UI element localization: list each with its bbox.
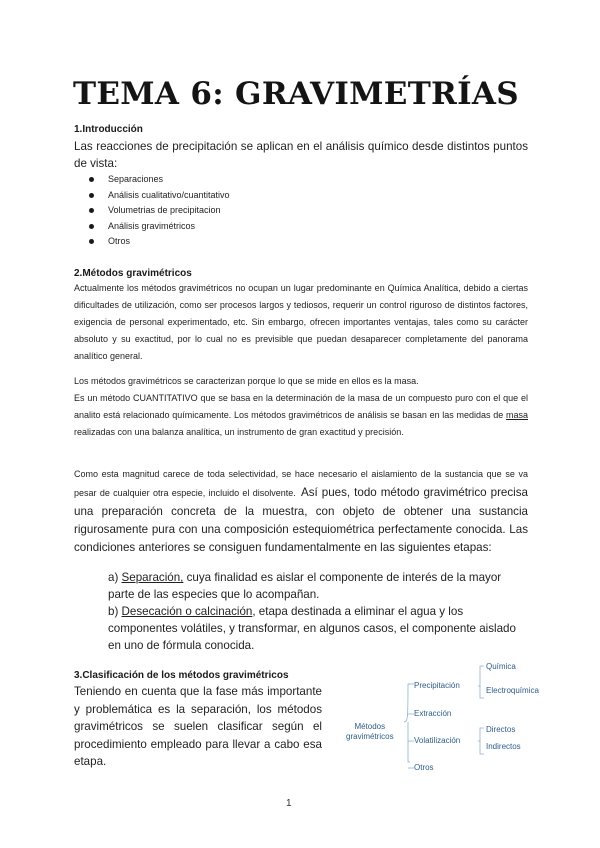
section2-paragraph-2 <box>74 373 528 441</box>
section2-paragraph-3-large: Así pues, todo método gravimétrico precisa una preparación concreta de la muestra, con objeto de obtener una sustancia rigurosamente pura con una composición estequiométrica perfectamente conocida. Las condiciones anteriores se consiguen fundamentalmente en las siguientes etapas: <box>74 486 528 554</box>
bullet-icon <box>89 193 94 198</box>
list-item <box>74 234 230 250</box>
list-item-label: Otros <box>108 236 131 247</box>
step-a-term: Separación, <box>121 571 184 584</box>
section1-heading: 1.Introducción <box>74 124 143 135</box>
volatilizacion-bracket <box>478 728 484 754</box>
precipitacion-bracket <box>478 666 484 698</box>
diagram-volatilizacion: Volatilización <box>414 736 461 745</box>
section2-paragraph-3 <box>74 464 528 556</box>
step-a-prefix: a) <box>108 571 122 584</box>
diagram-electroquimica: Electroquímica <box>486 686 539 695</box>
list-item-label: Separaciones <box>108 174 164 184</box>
section2-paragraph-3-small: Como esta magnitud carece de toda selectividad, se hace necesario el aislamiento de la sustancia que se va pesar de cualquier otra especie, incluido el disolvente. <box>74 469 528 498</box>
diagram-root-line2: gravimétricos <box>346 732 394 741</box>
bullet-icon <box>89 224 94 229</box>
section3-heading: 3.Clasificación de los métodos gravimétricos <box>74 670 289 681</box>
section3-paragraph: Teniendo en cuenta que la fase más importante y problemática es la separación, los métodos gravimétricos se suelen clasificar según el procedimiento empleado para llevar a cabo esa etapa. <box>74 685 322 769</box>
list-item-label: Análisis gravimétricos <box>108 220 196 231</box>
diagram-root-line1: Métodos <box>354 722 386 731</box>
bullet-icon <box>89 239 94 244</box>
bullet-icon <box>89 177 94 182</box>
section2-paragraph-2-post: realizadas con una balanza analítica, un instrumento de gran exactitud y precisión. <box>74 426 404 437</box>
section2-paragraph-1: Actualmente los métodos gravimétricos no ocupan un lugar predominante en Química Analítica, debido a ciertas dificultades de utilización, como ser procesos largos y tediosos, requerir un control riguroso de distintos factores, exigencia de personal experimentado, etc. Sin embargo, ofrecen importantes ventajas, tales como su carácter absoluto y su exactitud, por lo cual no es previsible que puedan desaparecer completamente del panorama analítico general. <box>74 283 528 361</box>
list-item <box>74 203 230 219</box>
diagram-quimica: Química <box>486 662 516 671</box>
root-bracket-ticks <box>408 684 414 768</box>
step-b-term: Desecación o calcinación <box>121 605 253 618</box>
section2-paragraph-2-pre: Es un método CUANTITATIVO que se basa en la determinación de la masa de un compuesto puro con el que el analito está relacionado químicamente. Los métodos gravimétricos de análisis se basan en las medidas de <box>74 392 528 420</box>
bullet-icon <box>89 208 94 213</box>
step-b-text: , etapa destinada a eliminar el agua y los componentes volátiles, y transformar, en algunos casos, el componente aislado en uno de fórmula conocida. <box>108 605 516 652</box>
section2-heading: 2.Métodos gravimétricos <box>74 268 192 279</box>
list-item-label: Volumetrias de precipitacion <box>108 205 221 216</box>
masa-underlined-term: masa <box>505 409 528 420</box>
diagram-indirectos: Indirectos <box>486 742 521 751</box>
list-item <box>74 219 230 235</box>
step-a-text: cuya finalidad es aislar el componente de interés de la mayor parte de las especies que lo acompañan. <box>108 571 502 601</box>
list-item <box>74 188 230 204</box>
page-number: 1 <box>286 798 292 809</box>
step-b-prefix: b) <box>108 605 122 618</box>
list-item <box>74 172 230 188</box>
list-item-label: Análisis cualitativo/cuantitativo <box>108 189 230 200</box>
bullet-list <box>74 172 230 250</box>
step-b <box>108 603 528 654</box>
diagram-otros: Otros <box>414 763 434 772</box>
root-bracket <box>404 684 410 762</box>
diagram-precipitacion: Precipitación <box>414 681 460 690</box>
diagram-directos: Directos <box>486 725 516 734</box>
step-a <box>108 569 528 603</box>
section1-intro: Las reacciones de precipitación se aplican en el análisis químico desde distintos puntos de vista: <box>74 140 528 170</box>
section2-paragraph-2-line1: Los métodos gravimétricos se caracterizan porque lo que se mide en ellos es la masa. <box>74 376 419 386</box>
page-title: TEMA 6: GRAVIMETRÍAS <box>73 76 519 112</box>
diagram-extraccion: Extracción <box>414 709 452 718</box>
diagram-root <box>346 722 394 742</box>
classification-diagram <box>330 664 570 784</box>
